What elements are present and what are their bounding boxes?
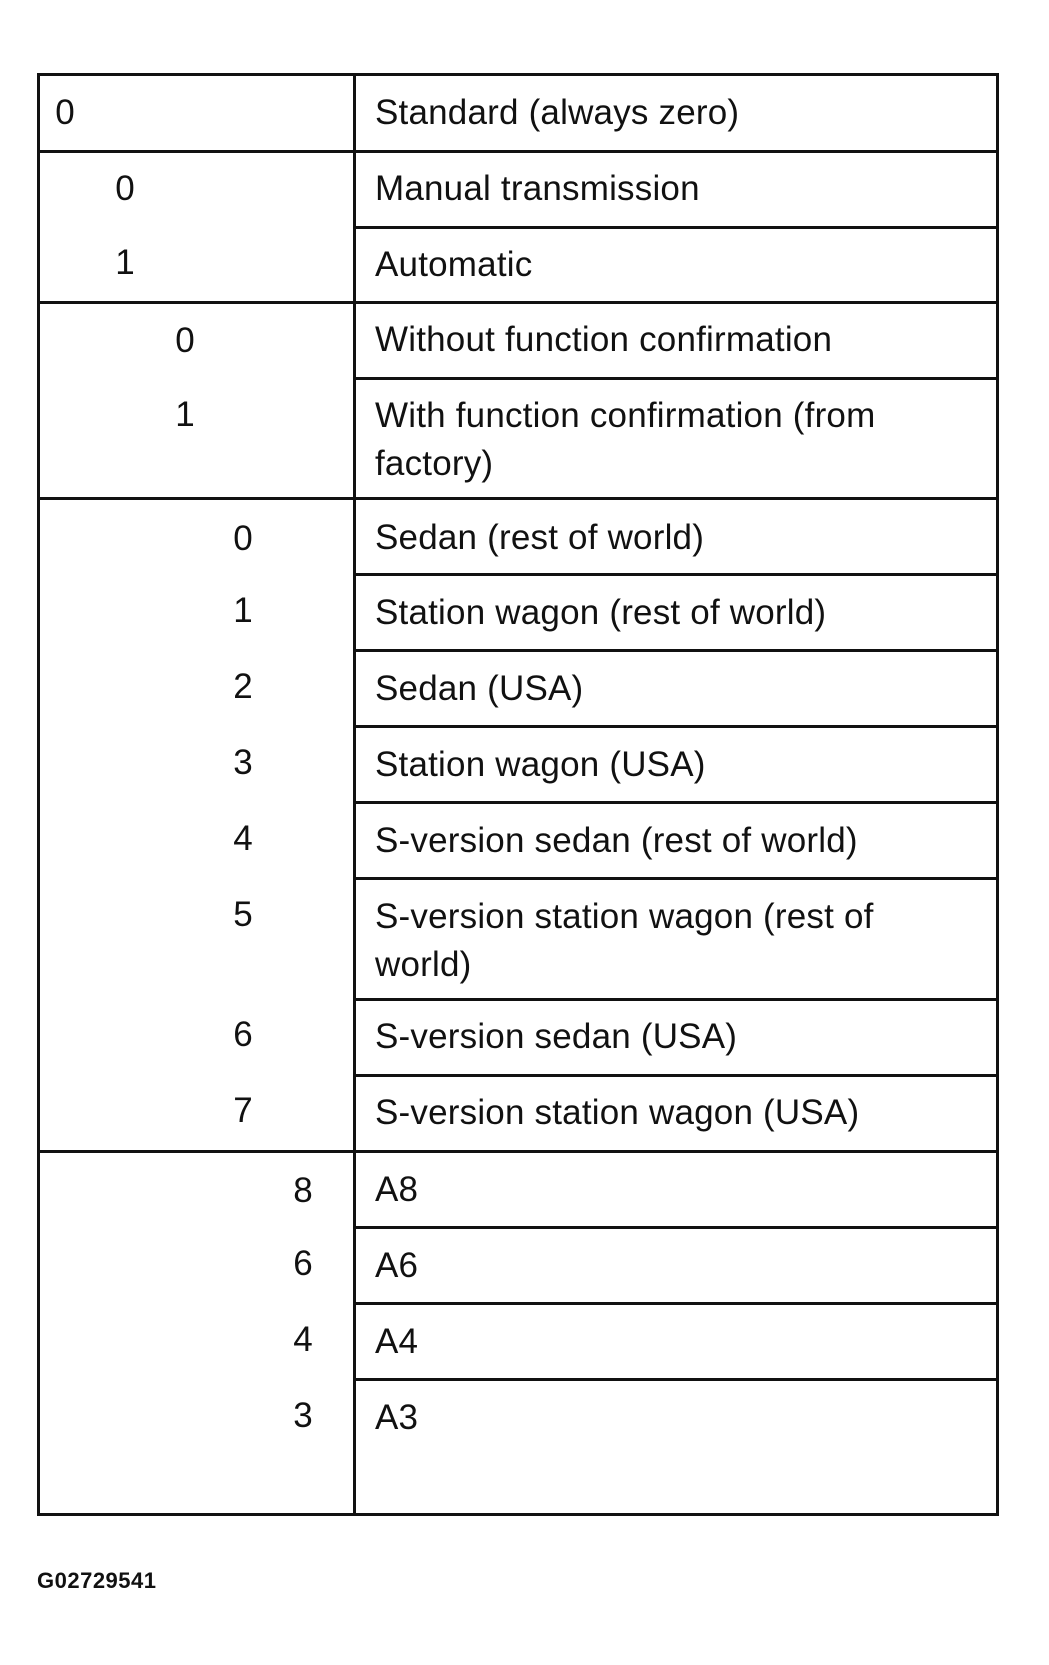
code-cell: 1 [175, 395, 195, 434]
description-cell: S-version sedan (rest of world) [375, 821, 858, 860]
code-cell: 5 [233, 895, 253, 934]
group-divider [40, 301, 996, 304]
description-cell: A3 [375, 1398, 419, 1437]
row-divider [356, 998, 996, 1001]
description-cell: With function confirmation (from factory) [375, 396, 876, 483]
description-cell: Station wagon (USA) [375, 745, 706, 784]
code-cell: 0 [233, 519, 253, 558]
group-divider [40, 150, 996, 153]
code-cell: 3 [293, 1396, 313, 1435]
description-cell: A4 [375, 1322, 419, 1361]
row-divider [356, 573, 996, 576]
row-divider [356, 1226, 996, 1229]
description-cell: A8 [375, 1170, 419, 1209]
description-cell: Standard (always zero) [375, 93, 740, 132]
description-cell: Manual transmission [375, 169, 700, 208]
description-cell: Automatic [375, 245, 533, 284]
code-cell: 6 [293, 1244, 313, 1283]
group-divider [40, 1150, 996, 1153]
figure-id: G02729541 [37, 1568, 157, 1593]
column-divider [353, 76, 356, 1513]
row-divider [356, 377, 996, 380]
row-divider [356, 801, 996, 804]
code-cell: 4 [293, 1320, 313, 1359]
description-cell: S-version station wagon (USA) [375, 1093, 860, 1132]
code-cell: 4 [233, 819, 253, 858]
row-divider [356, 877, 996, 880]
code-cell: 1 [115, 243, 135, 282]
row-divider [356, 1302, 996, 1305]
description-cell: Sedan (rest of world) [375, 518, 705, 557]
code-cell: 7 [233, 1091, 253, 1130]
code-cell: 2 [233, 667, 253, 706]
coding-table [37, 73, 999, 1516]
description-cell: Station wagon (rest of world) [375, 593, 827, 632]
description-cell: Sedan (USA) [375, 669, 584, 708]
description-cell: Without function confirmation [375, 320, 833, 359]
row-divider [356, 725, 996, 728]
group-divider [40, 497, 996, 500]
row-divider [356, 649, 996, 652]
code-cell: 8 [293, 1171, 313, 1210]
row-divider [356, 1074, 996, 1077]
code-cell: 1 [233, 591, 253, 630]
description-cell: S-version sedan (USA) [375, 1017, 738, 1056]
code-cell: 0 [175, 321, 195, 360]
description-cell: S-version station wagon (rest of world) [375, 897, 874, 984]
row-divider [356, 1378, 996, 1381]
code-cell: 0 [115, 169, 135, 208]
description-cell: A6 [375, 1246, 419, 1285]
code-cell: 6 [233, 1015, 253, 1054]
row-divider [356, 226, 996, 229]
code-cell: 0 [55, 93, 75, 132]
code-cell: 3 [233, 743, 253, 782]
